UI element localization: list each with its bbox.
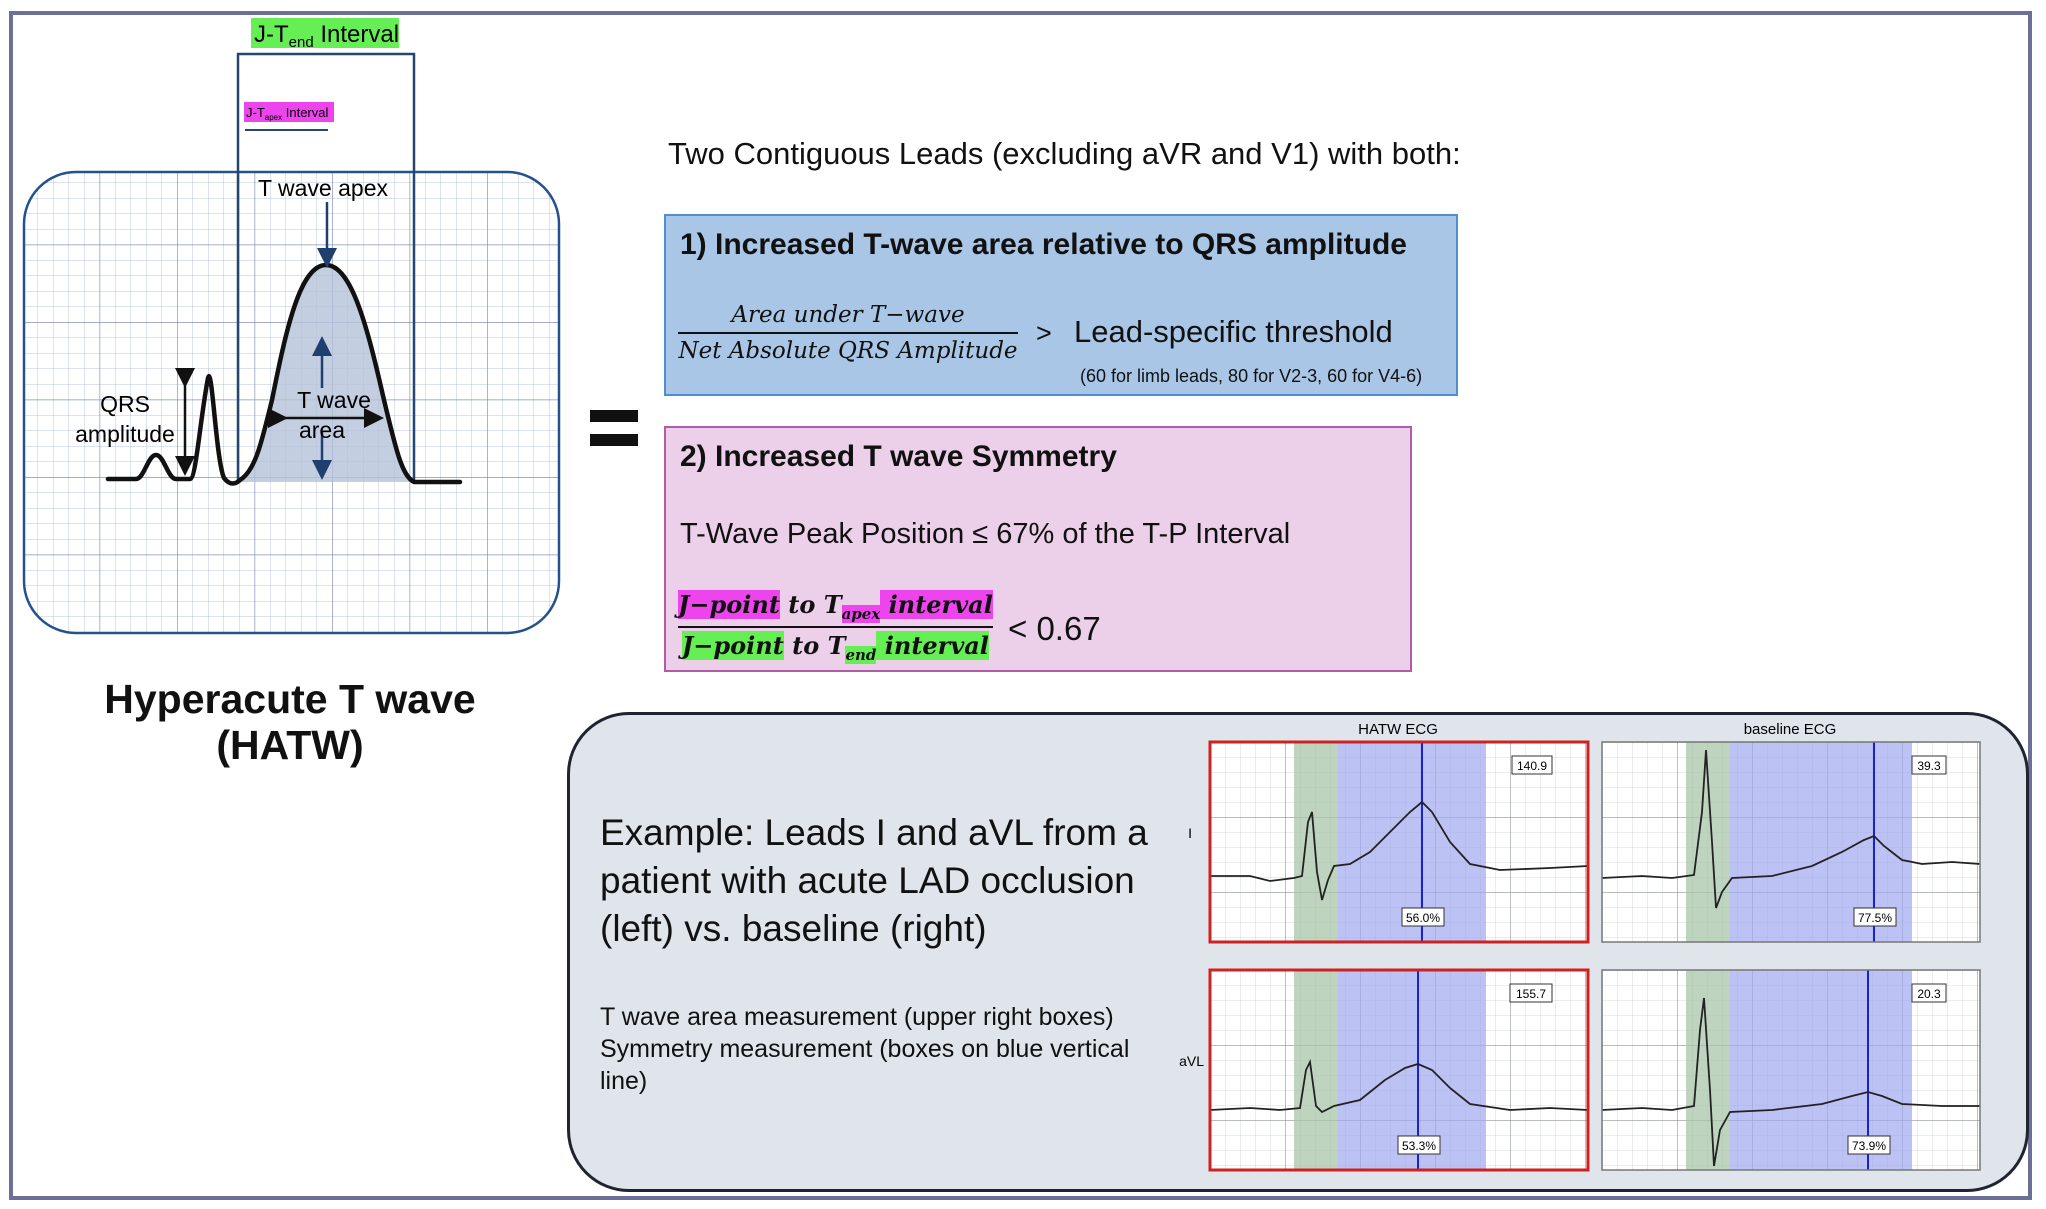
area-ratio-denominator: Net Absolute QRS Amplitude [678,338,1018,364]
criteria-heading: Two Contiguous Leads (excluding aVR and V1) with both: [668,136,1461,171]
symmetry-value-box: 77.5% [1857,911,1893,925]
criterion-1-box [664,214,1458,396]
symmetry-fraction [678,590,993,664]
qrs-label-line1: QRS [100,391,150,417]
symmetry-denominator: J−point to $T_{end}$ interval [681,631,989,664]
area-ratio-numerator: Area under T−wave [678,302,1018,334]
ecg-panel-baseline-I [1602,742,1980,942]
hatw-schematic [0,0,600,660]
example-notes [600,1001,1160,1097]
ecg-panel-hatw-I [1210,742,1588,942]
threshold-label: Lead-specific threshold [1074,314,1393,349]
j-tapex-label: $J-T_{apex}$ Interval [246,105,329,122]
twave-area-line1: T wave [297,387,371,413]
hatw-title-line1: Hyperacute T wave [104,676,476,722]
qrs-label-line2: amplitude [75,421,175,447]
greater-than: > [1036,318,1052,348]
ecg-panel-hatw-aVL [1210,970,1588,1170]
lead-label-I: I [1188,825,1192,841]
col-label-baseline: baseline ECG [1743,721,1837,738]
criterion-1-title: 1) Increased T-wave area relative to QRS amplitude [680,228,1407,261]
symmetry-statement: T-Wave Peak Position ≤ 67% of the T-P Interval [680,518,1291,550]
area-value-box: 20.3 [1917,987,1941,1001]
criterion-2-title: 2) Increased T wave Symmetry [680,440,1117,473]
qrs-band [1294,970,1338,1170]
col-label-hatw: HATW ECG [1358,721,1438,738]
t-wave-apex-label: T wave apex [258,175,388,201]
symmetry-value-box: 73.9% [1851,1139,1887,1153]
criterion-2-box [664,426,1412,672]
area-value-box: 140.9 [1516,759,1548,773]
ecg-examples [1160,712,2000,1192]
equals-sign [588,406,640,452]
example-note-symmetry: Symmetry measurement (boxes on blue vertical line) [600,1035,1130,1095]
twave-area-line2: area [298,417,346,443]
symmetry-numerator: J−point to $T_{apex}$ interval [678,590,993,628]
example-note-area: T wave area measurement (upper right boxes) [600,1003,1114,1031]
area-ratio-fraction [678,302,1018,364]
area-value-box: 155.7 [1515,987,1547,1001]
j-tend-label: $J-T_{end}$ Interval [254,21,400,51]
example-description: Example: Leads I and aVL from a patient with acute LAD occlusion (left) vs. baseline (right) [600,812,1148,949]
hatw-title [60,676,520,768]
symmetry-value-box: 53.3% [1401,1139,1437,1153]
area-value-box: 39.3 [1917,759,1941,773]
symmetry-value-box: 56.0% [1405,911,1441,925]
qrs-band [1294,742,1338,942]
symmetry-comparison: < 0.67 [1008,610,1101,647]
ecg-panel-baseline-aVL [1602,970,1980,1170]
lead-label-aVL: aVL [1179,1053,1204,1069]
hatw-title-line2: (HATW) [216,722,364,768]
threshold-note: (60 for limb leads, 80 for V2-3, 60 for V4-6) [1080,366,1423,386]
